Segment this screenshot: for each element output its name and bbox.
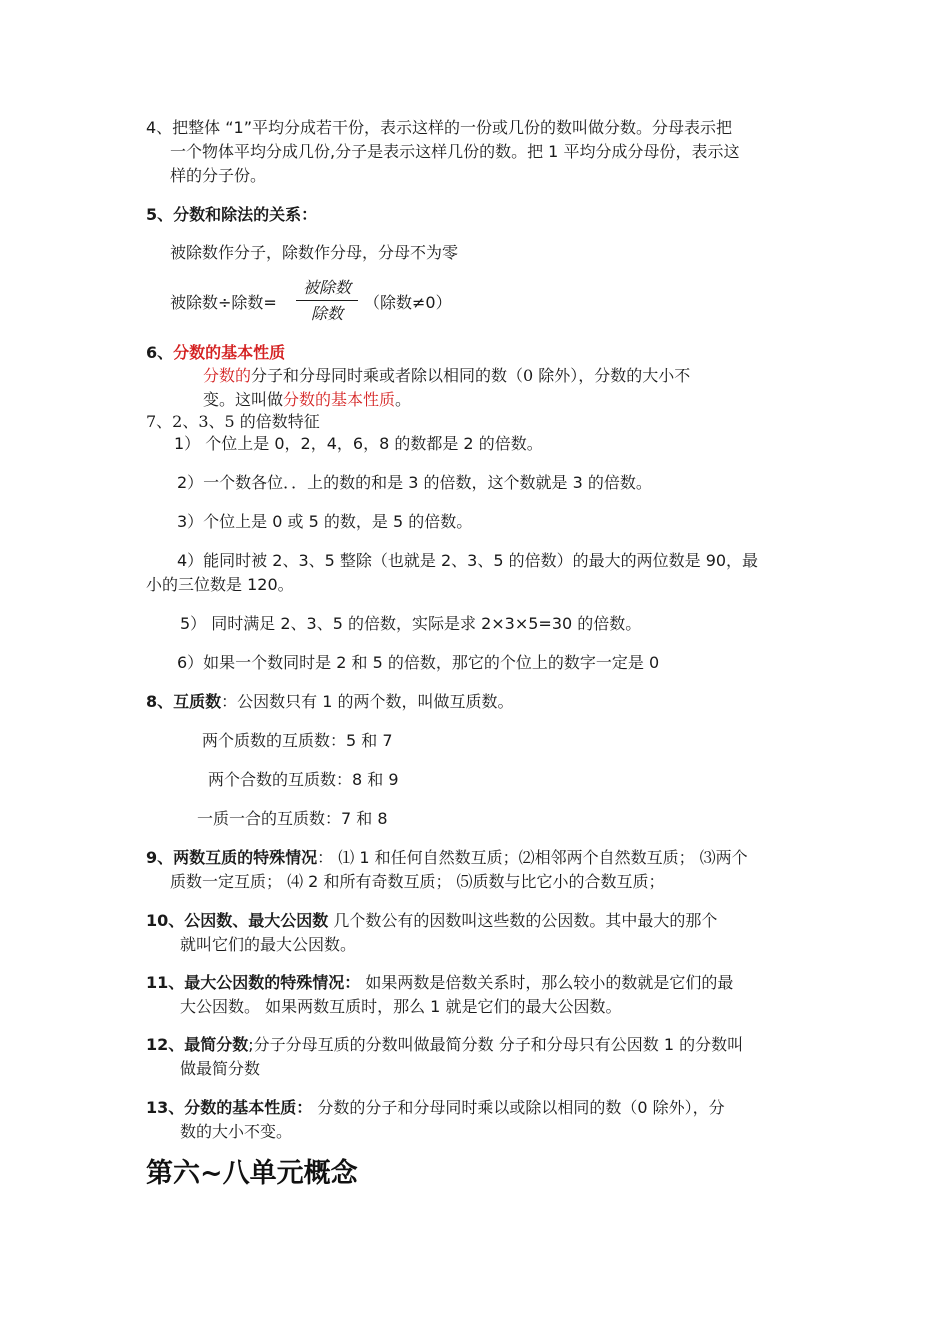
item7-point1: 1） 个位上是 0，2，4，6，8 的数都是 2 的倍数。 xyxy=(174,434,543,453)
item8-text: ：公因数只有 1 的两个数，叫做互质数。 xyxy=(221,692,514,711)
item6-line2-end: 。 xyxy=(395,390,412,409)
item4-line3: 样的分子份。 xyxy=(170,166,267,185)
item13-title: 13、分数的基本性质： xyxy=(146,1098,313,1117)
item7-title: 7、2、3、5 的倍数特征 xyxy=(146,412,320,431)
item10-line1 xyxy=(146,909,717,932)
item10-line2: 就叫它们的最大公因数。 xyxy=(180,935,357,954)
item6-line1 xyxy=(203,364,690,387)
item11-line2: 大公因数。 如果两数互质时，那么 1 就是它们的最大公因数。 xyxy=(180,997,622,1016)
section-heading: 第六~八单元概念 xyxy=(146,1158,358,1189)
item9-title: 9、两数互质的特殊情况 xyxy=(146,848,318,867)
item7-point5: 5） 同时满足 2、3、5 的倍数，实际是求 2×3×5=30 的倍数。 xyxy=(180,614,642,633)
item8-example1: 两个质数的互质数：5 和 7 xyxy=(202,731,393,750)
item7-point4-line2: 小的三位数是 120。 xyxy=(146,575,294,594)
item12-line2: 做最简分数 xyxy=(180,1059,261,1078)
item12-text1: ;分子分母互质的分数叫做最简分数 分子和分母只有公因数 1 的分数叫 xyxy=(248,1035,744,1054)
item4-line2: 一个物体平均分成几份,分子是表示这样几份的数。把 1 平均分成分母份，表示这 xyxy=(170,142,740,161)
item7-point2: 2）一个数各位．．上的数的和是 3 的倍数，这个数就是 3 的倍数。 xyxy=(177,473,652,492)
item5-formula-left: 被除数÷除数= xyxy=(170,293,277,312)
item12-title: 12、最简分数 xyxy=(146,1035,249,1054)
item6-title: 分数的基本性质 xyxy=(173,343,286,362)
item5-formula-right: （除数≠0） xyxy=(364,293,452,312)
item8-example2: 两个合数的互质数：8 和 9 xyxy=(208,770,399,789)
item7-point4-line1: 4）能同时被 2、3、5 整除（也就是 2、3、5 的倍数）的最大的两位数是 90，最 xyxy=(177,551,759,570)
item9-text1: ： ⑴ 1 和任何自然数互质；⑵相邻两个自然数互质； ⑶两个 xyxy=(317,848,748,867)
item6-number: 6、 xyxy=(146,343,174,362)
item9-line1 xyxy=(146,846,748,869)
item13-text1: 分数的分子和分母同时乘以或除以相同的数（0 除外），分 xyxy=(312,1098,725,1117)
item11-line1 xyxy=(146,971,733,994)
item7-point3: 3）个位上是 0 或 5 的数，是 5 的倍数。 xyxy=(177,512,473,531)
item6-line2-text: 变。这叫做 xyxy=(203,390,284,409)
item7-point6: 6）如果一个数同时是 2 和 5 的倍数，那它的个位上的数字一定是 0 xyxy=(177,653,660,672)
fraction-numerator: 被除数 xyxy=(296,277,358,301)
item6-line1-highlight: 分数的 xyxy=(203,366,252,385)
item8-example3: 一质一合的互质数：7 和 8 xyxy=(197,809,388,828)
fraction xyxy=(296,277,358,324)
item8-title: 8、互质数 xyxy=(146,692,222,711)
item13-line1 xyxy=(146,1096,725,1119)
item11-text1: 如果两数是倍数关系时，那么较小的数就是它们的最 xyxy=(360,973,734,992)
item12-line1 xyxy=(146,1033,743,1056)
item6-line2 xyxy=(203,388,411,411)
item4-line1: 4、把整体 “1”平均分成若干份，表示这样的一份或几份的数叫做分数。分母表示把 xyxy=(146,118,733,137)
item9-line2: 质数一定互质； ⑷ 2 和所有奇数互质； ⑸质数与比它小的合数互质； xyxy=(170,872,665,891)
fraction-denominator: 除数 xyxy=(310,304,343,323)
item11-title: 11、最大公因数的特殊情况： xyxy=(146,973,361,992)
item6-heading xyxy=(146,341,285,364)
item5-title: 5、分数和除法的关系： xyxy=(146,205,318,224)
item6-line2-highlight: 分数的基本性质 xyxy=(283,390,396,409)
item8-line xyxy=(146,690,514,713)
item10-title: 10、公因数、最大公因数 xyxy=(146,911,329,930)
item5-rule: 被除数作分子，除数作分母，分母不为零 xyxy=(170,243,459,262)
item6-line1-text: 分子和分母同时乘或者除以相同的数（0 除外），分数的大小不 xyxy=(251,366,691,385)
item10-text1: 几个数公有的因数叫这些数的公因数。其中最大的那个 xyxy=(328,911,718,930)
item13-line2: 数的大小不变。 xyxy=(180,1122,293,1141)
